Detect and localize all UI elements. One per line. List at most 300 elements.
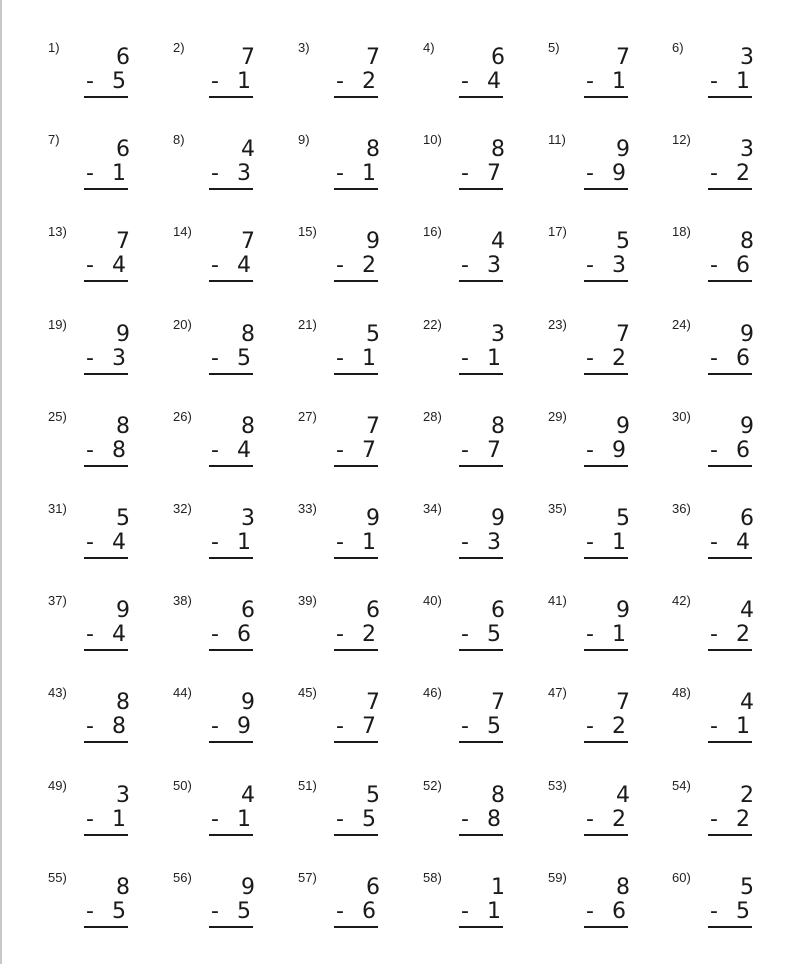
subtrahend: 2 <box>362 253 376 278</box>
minus-sign: - <box>586 346 594 371</box>
minuend: 6 <box>366 875 380 900</box>
minuend: 7 <box>616 322 630 347</box>
problem-number: 58) <box>423 870 442 885</box>
subtrahend: 7 <box>487 438 501 463</box>
subtrahend: 2 <box>612 346 626 371</box>
problem-number: 2) <box>173 40 185 55</box>
minuend: 3 <box>740 137 754 162</box>
minus-sign: - <box>86 622 94 647</box>
minus-sign: - <box>86 438 94 463</box>
subtraction-problem <box>423 685 533 755</box>
answer-line <box>708 70 752 98</box>
minuend: 7 <box>116 229 130 254</box>
subtrahend: 5 <box>112 69 126 94</box>
problem-number: 24) <box>672 317 691 332</box>
subtrahend: 4 <box>237 253 251 278</box>
subtraction-problem <box>48 778 158 848</box>
minuend: 9 <box>491 506 505 531</box>
subtrahend: 6 <box>736 253 750 278</box>
minuend: 8 <box>491 783 505 808</box>
subtrahend: 1 <box>612 530 626 555</box>
answer-line <box>584 254 628 282</box>
minuend: 9 <box>116 322 130 347</box>
answer-line <box>334 162 378 190</box>
minuend: 3 <box>241 506 255 531</box>
minuend: 5 <box>366 783 380 808</box>
minuend: 8 <box>116 414 130 439</box>
subtraction-problem <box>48 685 158 755</box>
minus-sign: - <box>461 438 469 463</box>
minus-sign: - <box>461 161 469 186</box>
subtraction-problem <box>672 593 782 663</box>
subtraction-problem <box>48 870 158 940</box>
problem-number: 56) <box>173 870 192 885</box>
minus-sign: - <box>336 714 344 739</box>
problem-number: 22) <box>423 317 442 332</box>
subtrahend: 9 <box>612 438 626 463</box>
subtrahend: 9 <box>612 161 626 186</box>
minuend: 5 <box>116 506 130 531</box>
problem-number: 52) <box>423 778 442 793</box>
minus-sign: - <box>336 622 344 647</box>
minuend: 7 <box>491 690 505 715</box>
minus-sign: - <box>86 253 94 278</box>
answer-line <box>459 70 503 98</box>
answer-line <box>84 347 128 375</box>
subtraction-problem <box>173 685 283 755</box>
minus-sign: - <box>710 161 718 186</box>
minus-sign: - <box>211 69 219 94</box>
subtrahend: 6 <box>237 622 251 647</box>
minus-sign: - <box>336 346 344 371</box>
problem-number: 38) <box>173 593 192 608</box>
subtraction-problem <box>423 224 533 294</box>
minus-sign: - <box>586 161 594 186</box>
problem-number: 54) <box>672 778 691 793</box>
minuend: 7 <box>366 414 380 439</box>
minuend: 6 <box>491 598 505 623</box>
subtraction-problem <box>173 870 283 940</box>
minus-sign: - <box>461 253 469 278</box>
subtrahend: 4 <box>237 438 251 463</box>
minuend: 9 <box>740 322 754 347</box>
subtraction-problem <box>298 409 408 479</box>
problem-number: 15) <box>298 224 317 239</box>
problem-number: 42) <box>672 593 691 608</box>
minus-sign: - <box>461 622 469 647</box>
subtrahend: 2 <box>362 69 376 94</box>
subtraction-problem <box>423 778 533 848</box>
subtrahend: 2 <box>736 622 750 647</box>
answer-line <box>84 162 128 190</box>
subtraction-problem <box>173 132 283 202</box>
problem-number: 25) <box>48 409 67 424</box>
answer-line <box>334 254 378 282</box>
subtrahend: 4 <box>487 69 501 94</box>
minuend: 7 <box>616 690 630 715</box>
subtrahend: 1 <box>112 807 126 832</box>
subtrahend: 9 <box>237 714 251 739</box>
subtrahend: 1 <box>362 161 376 186</box>
minus-sign: - <box>586 530 594 555</box>
problem-number: 31) <box>48 501 67 516</box>
minus-sign: - <box>586 807 594 832</box>
subtraction-problem <box>423 409 533 479</box>
minuend: 4 <box>491 229 505 254</box>
minuend: 9 <box>740 414 754 439</box>
problem-number: 6) <box>672 40 684 55</box>
answer-line <box>584 623 628 651</box>
answer-line <box>84 439 128 467</box>
subtraction-problem <box>173 778 283 848</box>
subtrahend: 8 <box>112 714 126 739</box>
answer-line <box>584 900 628 928</box>
problem-number: 9) <box>298 132 310 147</box>
problem-number: 46) <box>423 685 442 700</box>
minus-sign: - <box>86 69 94 94</box>
subtraction-problem <box>298 778 408 848</box>
subtraction-problem <box>298 40 408 110</box>
minuend: 3 <box>740 45 754 70</box>
minus-sign: - <box>461 807 469 832</box>
answer-line <box>584 808 628 836</box>
problem-number: 4) <box>423 40 435 55</box>
minus-sign: - <box>336 899 344 924</box>
answer-line <box>708 715 752 743</box>
subtrahend: 7 <box>362 714 376 739</box>
minuend: 7 <box>616 45 630 70</box>
minuend: 9 <box>116 598 130 623</box>
minuend: 8 <box>616 875 630 900</box>
subtraction-problem <box>672 409 782 479</box>
minuend: 3 <box>491 322 505 347</box>
answer-line <box>84 254 128 282</box>
subtraction-problem <box>298 132 408 202</box>
subtrahend: 1 <box>237 807 251 832</box>
problem-number: 57) <box>298 870 317 885</box>
subtrahend: 1 <box>487 346 501 371</box>
subtraction-problem <box>173 409 283 479</box>
problem-number: 44) <box>173 685 192 700</box>
subtraction-problem <box>173 501 283 571</box>
problem-number: 19) <box>48 317 67 332</box>
answer-line <box>209 623 253 651</box>
problem-number: 20) <box>173 317 192 332</box>
subtraction-problem <box>548 778 658 848</box>
minuend: 6 <box>241 598 255 623</box>
subtrahend: 2 <box>736 807 750 832</box>
answer-line <box>459 531 503 559</box>
subtrahend: 1 <box>736 69 750 94</box>
answer-line <box>584 70 628 98</box>
subtraction-problem <box>298 224 408 294</box>
minuend: 6 <box>116 45 130 70</box>
minus-sign: - <box>710 69 718 94</box>
problem-number: 41) <box>548 593 567 608</box>
minuend: 6 <box>491 45 505 70</box>
minus-sign: - <box>211 807 219 832</box>
minus-sign: - <box>336 69 344 94</box>
minus-sign: - <box>336 530 344 555</box>
subtrahend: 1 <box>612 69 626 94</box>
answer-line <box>459 254 503 282</box>
subtraction-problem <box>423 132 533 202</box>
subtraction-problem <box>423 501 533 571</box>
answer-line <box>708 439 752 467</box>
minus-sign: - <box>211 714 219 739</box>
problem-number: 7) <box>48 132 60 147</box>
subtraction-problem <box>672 40 782 110</box>
problem-number: 28) <box>423 409 442 424</box>
subtraction-problem <box>48 40 158 110</box>
problem-number: 50) <box>173 778 192 793</box>
problem-number: 5) <box>548 40 560 55</box>
subtrahend: 6 <box>736 438 750 463</box>
minus-sign: - <box>336 807 344 832</box>
subtrahend: 4 <box>736 530 750 555</box>
minus-sign: - <box>86 807 94 832</box>
minuend: 8 <box>491 137 505 162</box>
answer-line <box>584 531 628 559</box>
minus-sign: - <box>586 253 594 278</box>
problem-number: 39) <box>298 593 317 608</box>
minus-sign: - <box>586 69 594 94</box>
answer-line <box>334 715 378 743</box>
minuend: 4 <box>241 783 255 808</box>
problem-number: 30) <box>672 409 691 424</box>
answer-line <box>459 808 503 836</box>
subtrahend: 8 <box>112 438 126 463</box>
subtrahend: 1 <box>362 346 376 371</box>
answer-line <box>459 900 503 928</box>
answer-line <box>459 623 503 651</box>
minus-sign: - <box>86 161 94 186</box>
minuend: 9 <box>616 414 630 439</box>
minus-sign: - <box>710 530 718 555</box>
minus-sign: - <box>461 346 469 371</box>
minuend: 5 <box>366 322 380 347</box>
subtraction-problem <box>173 224 283 294</box>
minus-sign: - <box>586 438 594 463</box>
minus-sign: - <box>461 530 469 555</box>
answer-line <box>209 254 253 282</box>
answer-line <box>708 162 752 190</box>
minus-sign: - <box>461 714 469 739</box>
minuend: 8 <box>366 137 380 162</box>
subtraction-problem <box>423 870 533 940</box>
subtraction-problem <box>672 224 782 294</box>
subtraction-problem <box>298 685 408 755</box>
minuend: 4 <box>616 783 630 808</box>
minus-sign: - <box>710 438 718 463</box>
answer-line <box>584 715 628 743</box>
answer-line <box>708 347 752 375</box>
minuend: 4 <box>241 137 255 162</box>
subtraction-problem <box>548 685 658 755</box>
subtraction-problem <box>298 593 408 663</box>
answer-line <box>209 531 253 559</box>
answer-line <box>708 254 752 282</box>
answer-line <box>584 439 628 467</box>
minuend: 5 <box>616 506 630 531</box>
subtraction-problem <box>48 317 158 387</box>
minuend: 7 <box>366 45 380 70</box>
subtraction-problem <box>548 224 658 294</box>
subtrahend: 6 <box>736 346 750 371</box>
subtrahend: 5 <box>362 807 376 832</box>
subtraction-problem <box>548 593 658 663</box>
problem-number: 27) <box>298 409 317 424</box>
problem-number: 47) <box>548 685 567 700</box>
minus-sign: - <box>211 346 219 371</box>
problem-number: 43) <box>48 685 67 700</box>
subtrahend: 3 <box>112 346 126 371</box>
minuend: 3 <box>116 783 130 808</box>
problem-number: 29) <box>548 409 567 424</box>
problem-number: 51) <box>298 778 317 793</box>
subtrahend: 1 <box>612 622 626 647</box>
problem-number: 35) <box>548 501 567 516</box>
minus-sign: - <box>211 253 219 278</box>
problem-number: 11) <box>548 132 566 147</box>
subtraction-problem <box>548 317 658 387</box>
minuend: 5 <box>740 875 754 900</box>
minus-sign: - <box>211 899 219 924</box>
minus-sign: - <box>211 438 219 463</box>
subtrahend: 5 <box>487 714 501 739</box>
subtraction-problem <box>298 317 408 387</box>
answer-line <box>334 70 378 98</box>
subtrahend: 3 <box>487 530 501 555</box>
subtraction-problem <box>672 132 782 202</box>
answer-line <box>459 162 503 190</box>
subtrahend: 4 <box>112 253 126 278</box>
minuend: 8 <box>116 690 130 715</box>
answer-line <box>84 623 128 651</box>
answer-line <box>209 439 253 467</box>
problem-number: 48) <box>672 685 691 700</box>
problem-number: 49) <box>48 778 67 793</box>
problem-number: 10) <box>423 132 442 147</box>
minuend: 9 <box>616 137 630 162</box>
minus-sign: - <box>586 899 594 924</box>
minus-sign: - <box>211 530 219 555</box>
subtrahend: 6 <box>612 899 626 924</box>
subtraction-problem <box>548 870 658 940</box>
subtrahend: 2 <box>736 161 750 186</box>
problem-number: 60) <box>672 870 691 885</box>
subtrahend: 8 <box>487 807 501 832</box>
subtraction-problem <box>48 501 158 571</box>
minuend: 9 <box>366 229 380 254</box>
minuend: 9 <box>241 690 255 715</box>
problem-number: 1) <box>48 40 60 55</box>
subtrahend: 3 <box>237 161 251 186</box>
subtrahend: 7 <box>362 438 376 463</box>
answer-line <box>84 531 128 559</box>
subtraction-problem <box>173 593 283 663</box>
minus-sign: - <box>86 899 94 924</box>
subtrahend: 1 <box>487 899 501 924</box>
subtrahend: 1 <box>112 161 126 186</box>
subtraction-problem <box>298 501 408 571</box>
subtrahend: 1 <box>237 69 251 94</box>
problem-number: 55) <box>48 870 67 885</box>
problem-number: 18) <box>672 224 691 239</box>
problem-number: 17) <box>548 224 567 239</box>
answer-line <box>584 162 628 190</box>
answer-line <box>334 439 378 467</box>
answer-line <box>209 715 253 743</box>
minuend: 8 <box>491 414 505 439</box>
answer-line <box>334 623 378 651</box>
answer-line <box>459 715 503 743</box>
answer-line <box>459 439 503 467</box>
minus-sign: - <box>211 622 219 647</box>
subtrahend: 5 <box>237 899 251 924</box>
minus-sign: - <box>710 622 718 647</box>
minus-sign: - <box>86 714 94 739</box>
subtraction-problem <box>672 870 782 940</box>
problem-number: 13) <box>48 224 67 239</box>
problem-number: 36) <box>672 501 691 516</box>
minuend: 9 <box>241 875 255 900</box>
subtrahend: 2 <box>612 807 626 832</box>
subtrahend: 4 <box>112 622 126 647</box>
minuend: 8 <box>116 875 130 900</box>
minuend: 6 <box>366 598 380 623</box>
subtraction-problem <box>48 132 158 202</box>
minus-sign: - <box>586 714 594 739</box>
minus-sign: - <box>336 438 344 463</box>
subtraction-problem <box>672 778 782 848</box>
minuend: 7 <box>366 690 380 715</box>
minus-sign: - <box>461 899 469 924</box>
answer-line <box>84 808 128 836</box>
problem-number: 16) <box>423 224 442 239</box>
problem-number: 32) <box>173 501 192 516</box>
answer-line <box>584 347 628 375</box>
subtraction-problem <box>672 501 782 571</box>
subtrahend: 5 <box>487 622 501 647</box>
subtrahend: 5 <box>736 899 750 924</box>
subtraction-problem <box>423 593 533 663</box>
problem-number: 40) <box>423 593 442 608</box>
answer-line <box>209 70 253 98</box>
subtraction-problem <box>48 593 158 663</box>
minus-sign: - <box>710 253 718 278</box>
subtraction-problem <box>173 317 283 387</box>
answer-line <box>209 900 253 928</box>
problem-number: 26) <box>173 409 192 424</box>
subtrahend: 5 <box>112 899 126 924</box>
subtrahend: 1 <box>736 714 750 739</box>
subtraction-problem <box>423 40 533 110</box>
answer-line <box>334 808 378 836</box>
minuend: 7 <box>241 229 255 254</box>
subtraction-problem <box>48 409 158 479</box>
subtraction-problem <box>548 409 658 479</box>
subtrahend: 6 <box>362 899 376 924</box>
subtraction-problem <box>298 870 408 940</box>
subtraction-problem <box>548 40 658 110</box>
subtraction-problem <box>548 501 658 571</box>
minus-sign: - <box>86 530 94 555</box>
minuend: 4 <box>740 598 754 623</box>
minus-sign: - <box>211 161 219 186</box>
subtrahend: 1 <box>237 530 251 555</box>
subtraction-problem <box>423 317 533 387</box>
